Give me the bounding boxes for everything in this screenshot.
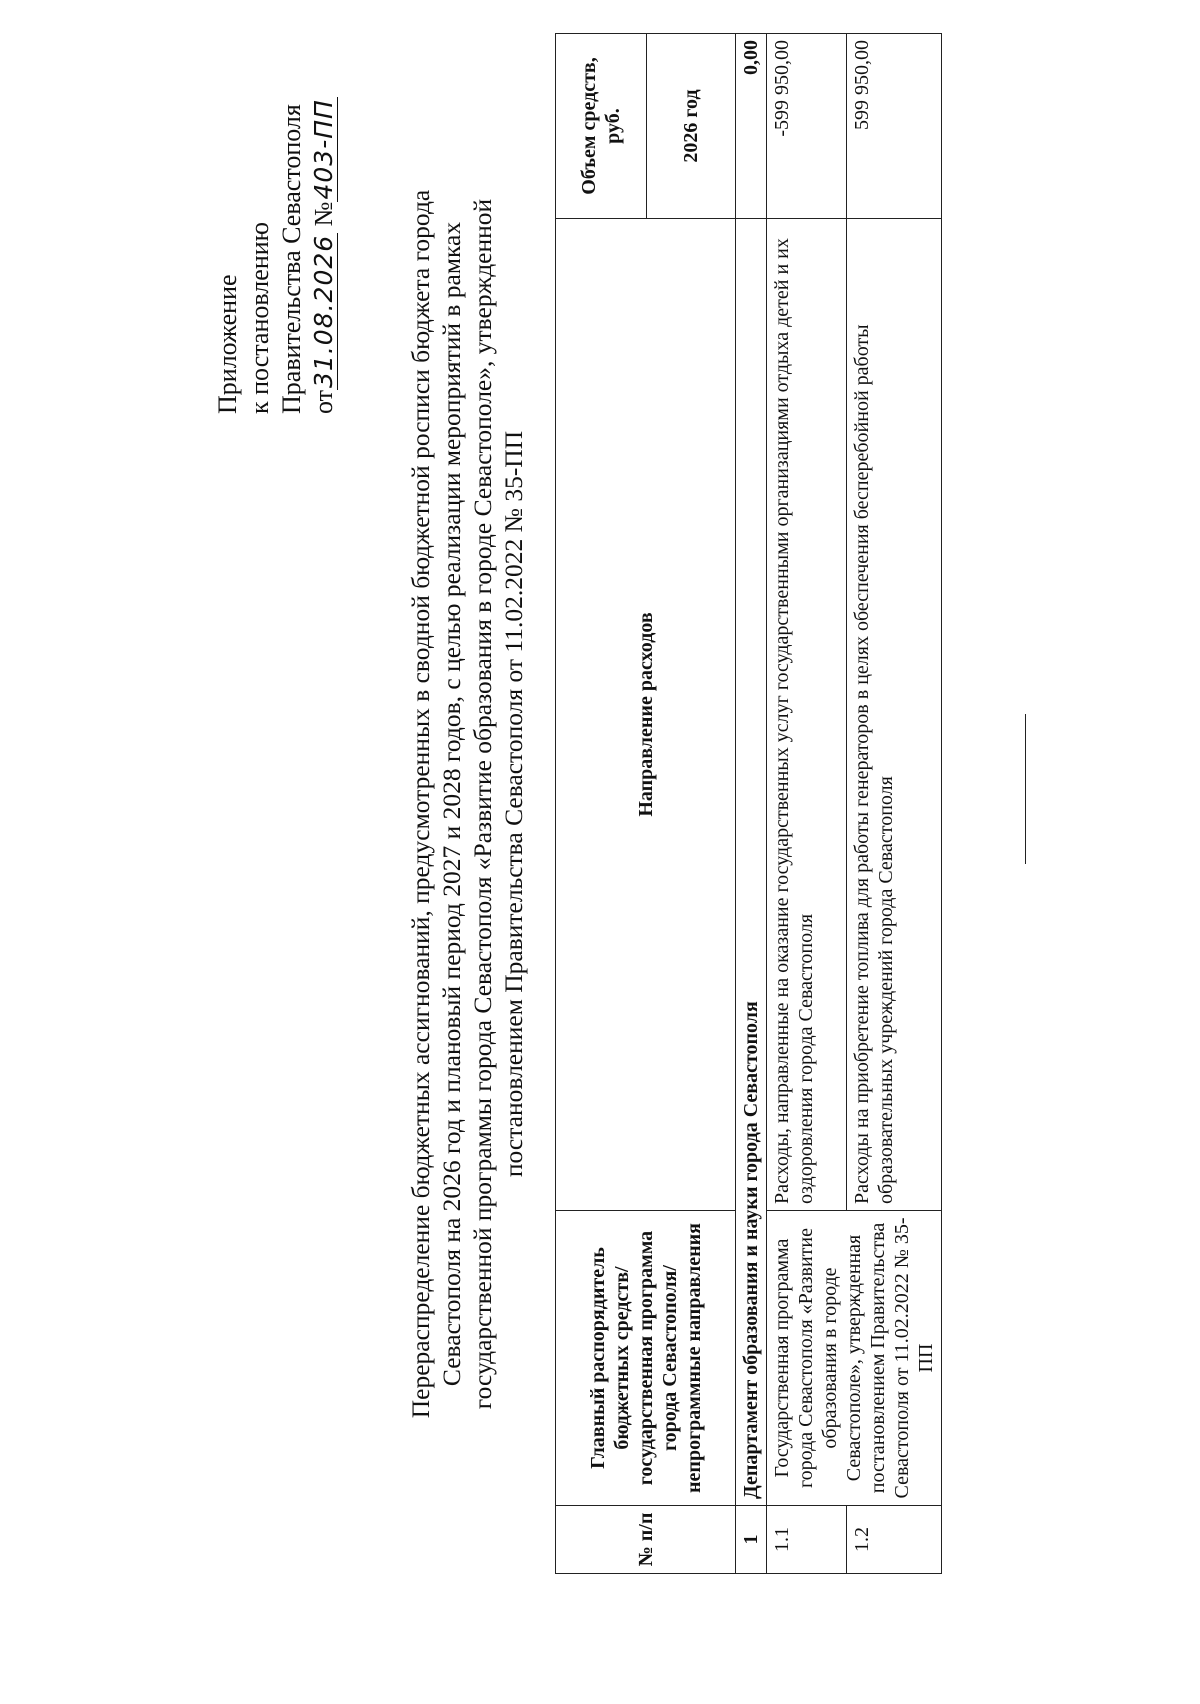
header-direction: Направление расходов — [556, 219, 736, 1211]
handwritten-date: 31.08.2026 — [309, 234, 338, 388]
table-row — [736, 34, 767, 1574]
appendix-line-3: Правительства Севастополя — [277, 104, 306, 414]
row-direction: Расходы на приобретение топлива для работы генераторов в целях обеспечения бесперебойной работы образовательных учреждений города Севастополя — [846, 219, 941, 1211]
title-line: Перераспределение бюджетных ассигнований, предусмотренных в сводной бюджетной росписи бюджета города — [406, 189, 435, 1419]
title-line: постановлением Правительства Севастополя от 11.02.2022 № 35-ПП — [499, 430, 528, 1178]
row-direction: Расходы, направленные на оказание государственных услуг государственными организациями отдыха детей и их оздоровления города Севастополя — [767, 219, 847, 1211]
separator-line — [1025, 714, 1026, 864]
appendix-line-4 — [308, 97, 340, 414]
program-name — [767, 1211, 942, 1506]
row-num: 1 — [736, 1506, 767, 1574]
row-amount: 0,00 — [736, 34, 767, 219]
title-line: Севастополя на 2026 год и плановый период 2027 и 2028 годов, с целью реализации мероприятий в рамках — [437, 221, 466, 1387]
program-name-part1: Государственная программа города Севастополя «Развитие образования в городе Севастополе», — [771, 1227, 865, 1489]
header-volume: Объем средств, руб. — [556, 34, 647, 219]
appendix-line-2: к постановлению — [245, 221, 274, 414]
reallocation-table — [555, 33, 942, 1574]
row-num: 1.1 — [767, 1506, 847, 1574]
date-prefix: от — [309, 389, 338, 414]
document-title — [405, 34, 529, 1574]
row-amount: 599 950,00 — [846, 34, 941, 219]
header-num: № п/п — [556, 1506, 736, 1574]
row-num: 1.2 — [846, 1506, 941, 1574]
table-row — [767, 34, 847, 1574]
handwritten-number: 403-ПП — [309, 99, 338, 200]
program-name-part2: утвержденная постановлением Правительства Севастополя от 11.02.2022 № 35-ПП — [843, 1217, 937, 1499]
department-name: Департамент образования и науки города Севастополя — [736, 219, 767, 1506]
table-header-row — [556, 34, 647, 1574]
header-distributor: Главный распорядитель бюджетных средств/государственная программа города Севастополя/непрограммные направления — [556, 1211, 736, 1506]
header-year: 2026 год — [647, 34, 736, 219]
appendix-line-1: Приложение — [213, 274, 242, 414]
row-amount: -599 950,00 — [767, 34, 847, 219]
appendix-block — [212, 97, 340, 414]
number-prefix: № — [309, 201, 338, 227]
title-line: государственной программы города Севастополя «Развитие образования в городе Севастополе», утвержденной — [468, 198, 497, 1410]
